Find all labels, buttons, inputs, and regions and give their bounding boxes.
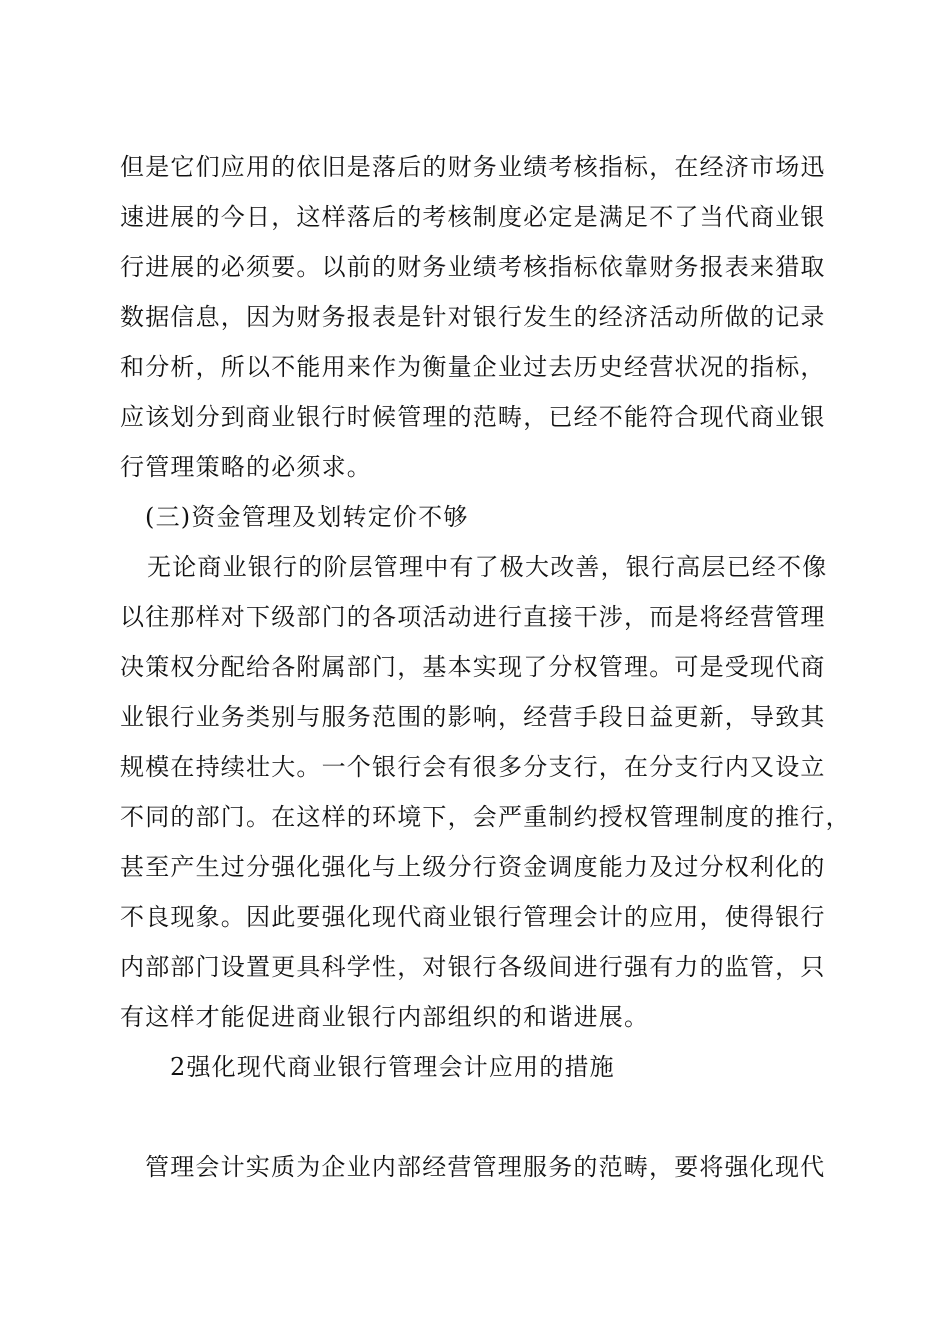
paragraph-line: 以往那样对下级部门的各项活动进行直接干涉，而是将经营管理 bbox=[120, 603, 826, 631]
paragraph-line: 管理会计实质为企业内部经营管理服务的范畴，要将强化现代 bbox=[145, 1153, 826, 1181]
paragraph-line: 甚至产生过分强化强化与上级分行资金调度能力及过分权利化的 bbox=[120, 853, 826, 881]
paragraph-line: 规模在持续壮大。一个银行会有很多分支行，在分支行内又设立 bbox=[120, 753, 826, 781]
paragraph-line: 内部部门设置更具科学性，对银行各级间进行强有力的监管，只 bbox=[120, 953, 826, 981]
paragraph-line: 应该划分到商业银行时候管理的范畴，已经不能符合现代商业银 bbox=[120, 403, 826, 431]
paragraph-line: 无论商业银行的阶层管理中有了极大改善，银行高层已经不像 bbox=[147, 553, 828, 581]
paragraph-line: 有这样才能促进商业银行内部组织的和谐进展。 bbox=[120, 1003, 650, 1031]
paragraph-line: 和分析，所以不能用来作为衡量企业过去历史经营状况的指标， bbox=[120, 353, 826, 381]
paragraph-line: 行管理策略的必须求。 bbox=[120, 453, 372, 481]
paragraph-line: 业银行业务类别与服务范围的影响，经营手段日益更新，导致其 bbox=[120, 703, 826, 731]
paragraph-line: 不良现象。因此要强化现代商业银行管理会计的应用，使得银行 bbox=[120, 903, 826, 931]
paragraph-line: 行进展的必须要。以前的财务业绩考核指标依靠财务报表来猎取 bbox=[120, 253, 826, 281]
paragraph-line: 但是它们应用的依旧是落后的财务业绩考核指标，在经济市场迅 bbox=[120, 153, 826, 181]
paragraph-line: 数据信息，因为财务报表是针对银行发生的经济活动所做的记录 bbox=[120, 303, 826, 331]
paragraph-line: 决策权分配给各附属部门，基本实现了分权管理。可是受现代商 bbox=[120, 653, 826, 681]
paragraph-line: 速进展的今日，这样落后的考核制度必定是满足不了当代商业银 bbox=[120, 203, 826, 231]
section-heading: 2强化现代商业银行管理会计应用的措施 bbox=[170, 1053, 615, 1081]
paragraph-line: 不同的部门。在这样的环境下，会严重制约授权管理制度的推行， bbox=[120, 803, 851, 831]
subsection-heading: (三)资金管理及划转定价不够 bbox=[145, 503, 469, 531]
